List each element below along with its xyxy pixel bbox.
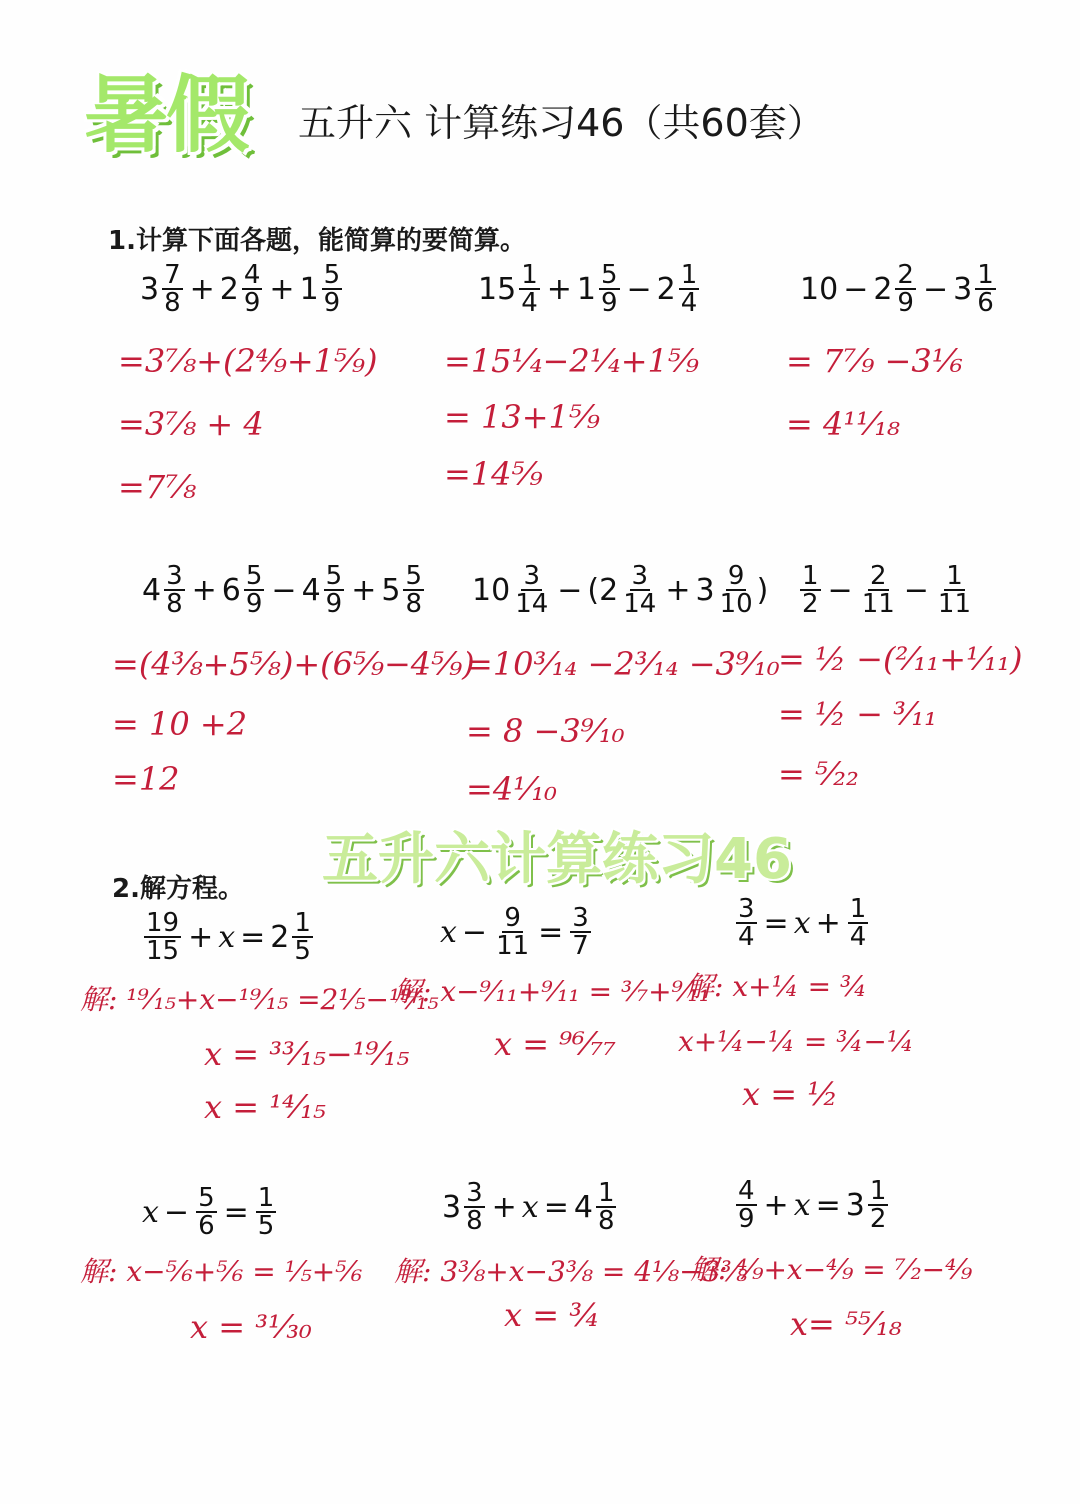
fraction (975, 262, 996, 316)
s2-problem-3 (734, 896, 870, 950)
fraction-denominator: 9 (897, 288, 914, 318)
math-number: ( (587, 572, 600, 608)
fraction-denominator: 9 (325, 589, 343, 619)
mixed-number-whole: 15 (478, 271, 517, 307)
math-operator: = (763, 905, 789, 941)
s1-problem-2 (478, 262, 701, 316)
mixed-number-whole: 2 (873, 271, 893, 307)
fraction (718, 563, 755, 617)
fraction-numerator: 1 (869, 1176, 887, 1206)
s1-p5-step-3: =4¹⁄₁₀ (466, 770, 557, 808)
fraction (800, 563, 821, 617)
fraction-denominator: 4 (738, 922, 755, 952)
math-operator: + (763, 1187, 789, 1223)
fraction (679, 262, 700, 316)
s1-p2-step-3: =14⁵⁄₉ (444, 455, 543, 493)
s2-p6-step-2: x= ⁵⁵⁄₁₈ (790, 1305, 902, 1343)
fraction (596, 1180, 617, 1234)
fraction (144, 910, 181, 964)
math-operator: + (188, 919, 214, 955)
math-operator: + (815, 905, 841, 941)
fraction-numerator: 1 (977, 260, 994, 290)
math-operator: = (538, 914, 564, 950)
fraction-denominator: 2 (869, 1204, 887, 1234)
fraction (494, 905, 531, 959)
math-operator: = (815, 1187, 841, 1223)
s1-p4-step-1: =(4³⁄₈+5⁵⁄₈)+(6⁵⁄₉−4⁵⁄₉) (112, 645, 475, 683)
s1-p3-step-2: = 4¹¹⁄₁₈ (786, 405, 900, 443)
fraction-denominator: 9 (245, 589, 263, 619)
fraction-numerator: 3 (523, 561, 540, 591)
fraction (736, 896, 757, 950)
fraction (519, 262, 540, 316)
fraction-numerator: 4 (738, 1176, 755, 1206)
fraction (860, 563, 897, 617)
math-number: ) (756, 572, 769, 608)
s2-p1-step-2: x = ³³⁄₁₅−¹⁹⁄₁₅ (204, 1035, 410, 1073)
mixed-number-whole: 2 (599, 572, 619, 608)
fraction-denominator: 11 (861, 589, 895, 619)
fraction (322, 262, 343, 316)
fraction (292, 910, 313, 964)
fraction (895, 262, 916, 316)
s1-problem-1 (140, 262, 344, 316)
math-operator: − (843, 271, 869, 307)
fraction-denominator: 5 (257, 1211, 275, 1241)
math-operator: − (922, 271, 949, 307)
fraction-denominator: 11 (496, 931, 530, 961)
math-operator: = (543, 1189, 569, 1225)
fraction-denominator: 7 (572, 931, 589, 961)
fraction-denominator: 8 (405, 589, 422, 619)
s2-p3-step-2: x+¼−¼ = ¾−¼ (678, 1025, 914, 1058)
fraction (324, 563, 345, 617)
fraction (621, 563, 658, 617)
fraction-numerator: 4 (243, 260, 261, 290)
fraction-denominator: 6 (977, 288, 994, 318)
fraction-numerator: 9 (504, 903, 521, 933)
fraction (196, 1185, 217, 1239)
mixed-number-whole: 2 (219, 271, 239, 307)
math-number: 10 (800, 271, 839, 307)
math-operator: + (491, 1189, 517, 1225)
math-variable: x (440, 914, 457, 950)
fraction-numerator: 5 (600, 260, 618, 290)
fraction-numerator: 19 (146, 908, 180, 938)
math-operator: + (269, 271, 295, 307)
s1-p2-step-1: =15¹⁄₄−2¹⁄₄+1⁵⁄₉ (444, 342, 699, 380)
s1-p1-step-2: =3⁷⁄₈ + 4 (118, 405, 264, 443)
fraction-denominator: 8 (164, 288, 181, 318)
math-operator: + (191, 572, 217, 608)
fraction-numerator: 5 (405, 561, 422, 591)
fraction-denominator: 8 (166, 589, 183, 619)
fraction-numerator: 5 (245, 561, 263, 591)
s1-p6-step-3: = ⁵⁄₂₂ (778, 755, 859, 793)
s2-p1-step-1: 解: ¹⁹⁄₁₅+x−¹⁹⁄₁₅ =2⅕−¹⁹⁄₁₅ (80, 983, 439, 1016)
fraction-numerator: 5 (323, 260, 341, 290)
mixed-number-whole: 1 (299, 271, 319, 307)
fraction-numerator: 1 (946, 561, 963, 591)
fraction-numerator: 2 (869, 561, 887, 591)
fraction-numerator: 3 (466, 1178, 483, 1208)
section2-heading: 2.解方程。 (112, 874, 244, 904)
s2-p4-step-2: x = ³¹⁄₃₀ (190, 1308, 312, 1346)
fraction (242, 262, 263, 316)
fraction-denominator: 4 (680, 288, 698, 318)
s2-p5-step-1: 解: 3⅜+x−3⅜ = 4⅛−3⅜ (394, 1255, 748, 1288)
fraction-numerator: 1 (257, 1183, 275, 1213)
math-variable: x (218, 919, 236, 955)
s2-problem-2 (440, 905, 593, 959)
page-title: 五升六 计算练习46（共60套） (298, 101, 825, 145)
mixed-number-whole: 4 (573, 1189, 593, 1225)
fraction (244, 563, 265, 617)
fraction (256, 1185, 277, 1239)
fraction (736, 1178, 757, 1232)
s1-problem-6 (798, 563, 975, 617)
math-variable: x (793, 905, 811, 941)
fraction-denominator: 2 (802, 589, 819, 619)
fraction (599, 262, 620, 316)
fraction-numerator: 1 (597, 1178, 615, 1208)
math-operator: + (665, 572, 691, 608)
fraction-denominator: 4 (521, 288, 538, 318)
mixed-number-whole: 3 (442, 1189, 462, 1225)
fraction-numerator: 1 (521, 260, 538, 290)
s2-p5-step-2: x = ¾ (504, 1296, 601, 1334)
s2-problem-1 (142, 910, 315, 964)
fraction (868, 1178, 889, 1232)
fraction-denominator: 6 (198, 1211, 215, 1241)
math-operator: = (240, 919, 266, 955)
mixed-number-whole: 2 (656, 271, 676, 307)
fraction-denominator: 15 (146, 936, 180, 966)
fraction-numerator: 1 (849, 894, 867, 924)
fraction-numerator: 3 (738, 894, 755, 924)
fraction-numerator: 5 (325, 561, 343, 591)
math-operator: + (351, 572, 377, 608)
fraction (513, 563, 550, 617)
fraction-numerator: 1 (802, 561, 819, 591)
s2-problem-6 (734, 1178, 890, 1232)
s2-p2-step-1: 解: x−⁹⁄₁₁+⁹⁄₁₁ = ³⁄₇+⁹⁄₁₁ (394, 975, 710, 1008)
watermark-title: 五升六计算练习46 (322, 827, 792, 892)
fraction-denominator: 10 (719, 589, 753, 619)
math-operator: − (557, 572, 583, 608)
fraction-denominator: 9 (600, 288, 618, 318)
fraction-denominator: 11 (937, 589, 972, 619)
fraction-denominator: 14 (515, 589, 549, 619)
mixed-number-whole: 4 (301, 572, 321, 608)
s1-p1-step-1: =3⁷⁄₈+(2⁴⁄₉+1⁵⁄₉) (118, 342, 378, 380)
math-operator: − (163, 1194, 190, 1230)
fraction-denominator: 5 (294, 936, 311, 966)
fraction-numerator: 2 (897, 260, 914, 290)
s1-problem-5 (472, 563, 768, 617)
math-operator: − (271, 572, 297, 608)
s2-p4-step-1: 解: x−⅚+⅚ = ⅕+⅚ (80, 1255, 363, 1288)
s2-p6-step-1: 解: ⁴⁄₉+x−⁴⁄₉ = ⁷⁄₂−⁴⁄₉ (690, 1253, 973, 1286)
s2-problem-5 (442, 1180, 618, 1234)
fraction (936, 563, 973, 617)
s1-p4-step-2: = 10 +2 (112, 705, 248, 743)
s2-p2-step-2: x = ⁹⁶⁄₇₇ (494, 1025, 616, 1063)
s1-p6-step-2: = ½ − ³⁄₁₁ (778, 695, 937, 733)
s2-p3-step-1: 解: x+¼ = ¾ (686, 970, 868, 1003)
mixed-number-whole: 3 (845, 1187, 865, 1223)
mixed-number-whole: 4 (142, 572, 162, 608)
fraction-numerator: 3 (166, 561, 183, 591)
fraction (162, 262, 183, 316)
mixed-number-whole: 3 (140, 271, 160, 307)
fraction-numerator: 5 (198, 1183, 215, 1213)
math-operator: + (189, 271, 215, 307)
fraction (403, 563, 424, 617)
math-operator: − (903, 572, 929, 608)
mixed-number-whole: 5 (381, 572, 401, 608)
math-operator: = (223, 1194, 249, 1230)
s1-problem-3 (800, 262, 998, 316)
math-operator: + (546, 271, 572, 307)
s1-p5-step-2: = 8 −3⁹⁄₁₀ (466, 712, 625, 750)
s1-p6-step-1: = ½ −(²⁄₁₁+¹⁄₁₁) (778, 640, 1023, 678)
math-variable: x (793, 1187, 811, 1223)
fraction-denominator: 9 (738, 1204, 755, 1234)
badge-summer: 暑假 (84, 66, 249, 164)
mixed-number-whole: 3 (953, 271, 973, 307)
fraction-numerator: 9 (727, 561, 745, 591)
s1-p3-step-1: = 7⁷⁄₉ −3¹⁄₆ (786, 342, 963, 380)
fraction-numerator: 7 (164, 260, 181, 290)
s1-p5-step-1: =10³⁄₁₄ −2³⁄₁₄ −3⁹⁄₁₀ (466, 645, 780, 683)
mixed-number-whole: 3 (695, 572, 715, 608)
s1-p2-step-2: = 13+1⁵⁄₉ (444, 398, 600, 436)
math-operator: − (461, 914, 488, 950)
fraction (570, 905, 591, 959)
s1-p1-step-3: =7⁷⁄₈ (118, 468, 197, 506)
fraction-numerator: 3 (572, 903, 589, 933)
s2-problem-4 (142, 1185, 278, 1239)
mixed-number-whole: 2 (270, 919, 290, 955)
fraction-numerator: 3 (631, 561, 649, 591)
fraction-denominator: 4 (849, 922, 867, 952)
fraction (848, 896, 869, 950)
math-operator: − (827, 572, 853, 608)
math-variable: x (142, 1194, 159, 1230)
fraction (464, 1180, 485, 1234)
math-operator: − (626, 271, 652, 307)
s2-p1-step-3: x = ¹⁴⁄₁₅ (204, 1088, 326, 1126)
s1-p4-step-3: =12 (112, 760, 180, 798)
fraction-denominator: 8 (597, 1206, 615, 1236)
fraction-denominator: 9 (243, 288, 261, 318)
mixed-number-whole: 1 (576, 271, 596, 307)
fraction-denominator: 14 (623, 589, 657, 619)
fraction-numerator: 1 (680, 260, 698, 290)
math-variable: x (521, 1189, 539, 1225)
fraction-numerator: 1 (294, 908, 311, 938)
s1-problem-4 (142, 563, 426, 617)
section1-heading: 1.计算下面各题，能简算的要简算。 (108, 226, 526, 256)
mixed-number-whole: 6 (221, 572, 241, 608)
s2-p3-step-3: x = ½ (742, 1075, 839, 1113)
fraction (164, 563, 185, 617)
mixed-number-whole: 10 (472, 572, 511, 608)
fraction-denominator: 9 (323, 288, 341, 318)
fraction-denominator: 8 (466, 1206, 483, 1236)
